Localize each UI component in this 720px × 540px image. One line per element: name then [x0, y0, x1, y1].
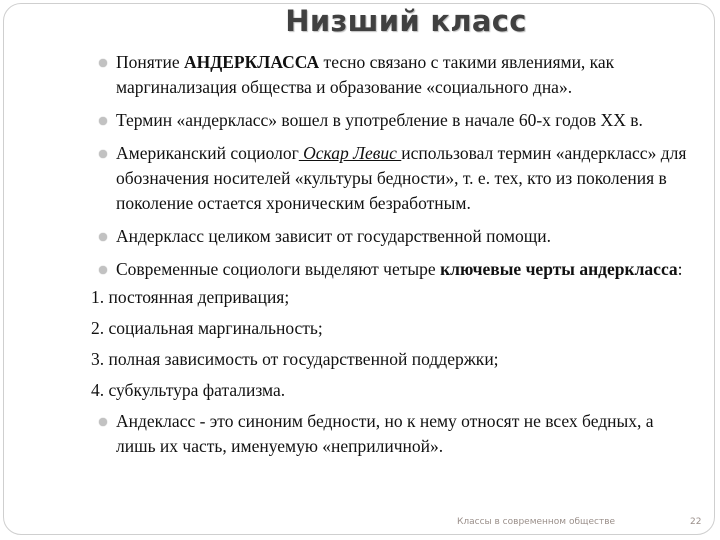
bullet-item-4: [0, 224, 720, 249]
bullet-item-1: [0, 50, 720, 100]
bullet-dot-icon: [99, 233, 107, 241]
bullet-item-2: [0, 108, 720, 133]
bullet-text: тесно связано с такими явлениями, как маргинализация общества и образование «социального дна».: [116, 52, 615, 97]
bullet-item-3: [0, 141, 720, 216]
numbered-item-1: 1. постоянная депривация;: [91, 287, 290, 307]
bullet-text: Андекласс - это синоним бедности, но к нему относят не всех бедных, а лишь их часть, именуемую «неприличной».: [116, 411, 654, 456]
bullet-text: Понятие: [116, 52, 184, 72]
bullet-text: Термин «андеркласс» вошел в употребление в начале 60-х годов XX в.: [116, 110, 643, 130]
bullet-bold-term: ключевые черты андеркласса: [440, 259, 678, 279]
bullet-dot-icon: [99, 117, 107, 125]
bullet-text: Современные социологи выделяют четыре: [116, 259, 441, 279]
page-number: 22: [690, 517, 702, 527]
bullet-dot-icon: [99, 418, 107, 426]
bullet-text: использовал термин «андеркласс» для обозначения носителей «культуры бедности», т. е. тех, кто из поколения в поколение остается хроническим безработным.: [116, 143, 687, 213]
author-link[interactable]: Оскар Левис: [298, 143, 402, 163]
slide-title: Низший класс: [285, 4, 527, 38]
bullet-item-5: [0, 257, 720, 282]
bullet-dot-icon: [99, 150, 107, 158]
bullet-text: Андеркласс целиком зависит от государственной помощи.: [116, 226, 551, 246]
numbered-item-2: 2. социальная маргинальность;: [91, 318, 323, 338]
bullet-dot-icon: [99, 266, 107, 274]
bullet-dot-icon: [99, 59, 107, 67]
slide-content: [0, 50, 720, 467]
bullet-text: Американский социолог: [116, 143, 299, 163]
numbered-item-3: 3. полная зависимость от государственной поддержки;: [91, 349, 499, 369]
bullet-item-6: [0, 409, 720, 459]
numbered-item-4: 4. субкультура фатализма.: [91, 380, 286, 400]
bullet-text: :: [677, 259, 683, 279]
slide-footer: Классы в современном обществе: [457, 517, 616, 527]
bullet-bold-term: АНДЕРКЛАССА: [183, 52, 320, 72]
